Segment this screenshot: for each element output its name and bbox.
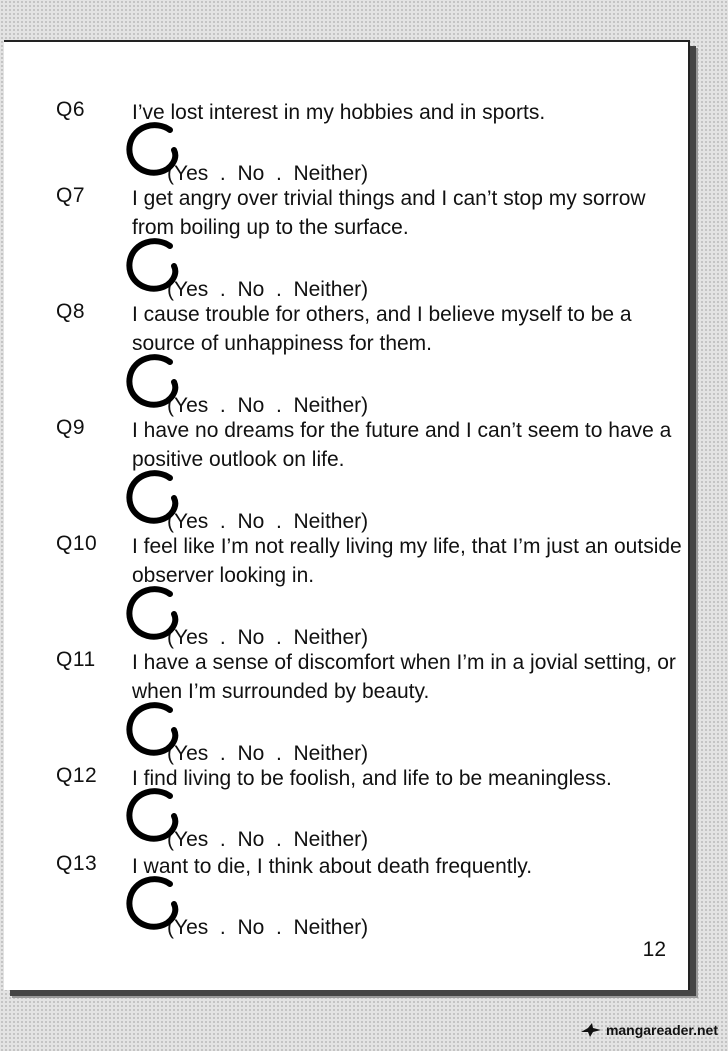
question-text: I have a sense of discomfort when I’m in a jovial setting, or when I’m surrounded by beauty. — [132, 651, 676, 703]
answer-options-text: (Yes . No . Neither) — [167, 828, 369, 851]
answer-options-text: (Yes . No . Neither) — [167, 394, 369, 417]
questionnaire-page — [4, 40, 690, 990]
bird-logo-icon — [580, 1022, 602, 1038]
question-text: I have no dreams for the future and I can’t seem to have a positive outlook on life. — [132, 419, 672, 471]
answer-options-text: (Yes . No . Neither) — [167, 162, 369, 185]
answer-options-text: (Yes . No . Neither) — [167, 742, 369, 765]
question-text: I feel like I’m not really living my life, that I’m just an outside observer looking in. — [132, 535, 682, 587]
page-number: 12 — [642, 938, 666, 961]
question-number: Q8 — [56, 300, 86, 323]
question-text: I want to die, I think about death frequently. — [132, 855, 533, 878]
question-text: I get angry over trivial things and I can’t stop my sorrow from boiling up to the surface. — [132, 187, 646, 239]
question-number: Q6 — [56, 98, 86, 121]
answer-options-text: (Yes . No . Neither) — [167, 916, 369, 939]
question-text: I cause trouble for others, and I believe myself to be a source of unhappiness for them. — [132, 303, 632, 355]
question-number: Q11 — [56, 648, 96, 671]
answer-options — [132, 892, 368, 988]
answer-options-text: (Yes . No . Neither) — [167, 510, 369, 533]
answer-options-text: (Yes . No . Neither) — [167, 626, 369, 649]
answer-options-text: (Yes . No . Neither) — [167, 278, 369, 301]
watermark-text: mangareader.net — [605, 1022, 718, 1038]
question-number: Q13 — [56, 852, 98, 875]
watermark — [580, 1022, 718, 1038]
question-number: Q10 — [56, 532, 98, 555]
question-text: I’ve lost interest in my hobbies and in sports. — [132, 101, 546, 124]
question-text: I find living to be foolish, and life to be meaningless. — [132, 767, 612, 790]
question-number: Q12 — [56, 764, 98, 787]
question-number: Q7 — [56, 184, 86, 207]
question-number: Q9 — [56, 416, 86, 439]
